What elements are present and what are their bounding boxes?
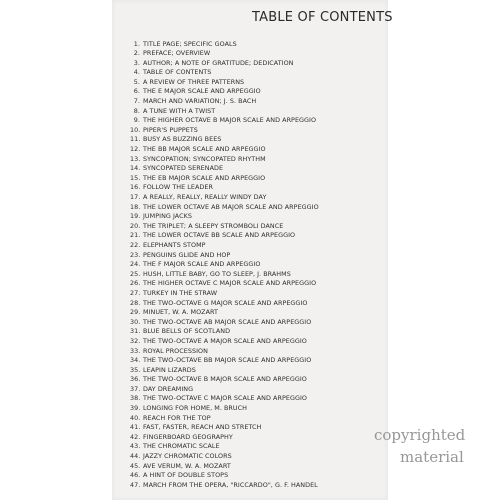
toc-entry-number: 46. [130, 471, 141, 480]
toc-entry-number: 37. [130, 384, 141, 393]
toc-entry-text: HUSH, LITTLE BABY, GO TO SLEEP, J. BRAHMS [143, 269, 291, 278]
toc-entry-text: THE TWO-OCTAVE BB MAJOR SCALE AND ARPEGGIO [143, 356, 312, 365]
copyright-watermark [374, 424, 465, 468]
toc-entry-number: 39. [130, 404, 141, 413]
toc-entry [130, 270, 319, 280]
toc-entry-number: 17. [130, 193, 141, 201]
toc-entry [130, 145, 319, 155]
toc-entry [130, 433, 319, 443]
toc-entry-text: SYNCOPATION; SYNCOPATED RHYTHM [143, 154, 266, 163]
toc-entry-text: DAY DREAMING [143, 384, 194, 393]
toc-entry-number: 23. [130, 250, 141, 259]
toc-entry-text: ELEPHANTS STOMP [143, 240, 206, 249]
document-page [112, 0, 466, 500]
toc-entry-number: 5. [133, 77, 140, 86]
toc-entry [130, 394, 319, 404]
toc-entry [130, 404, 319, 414]
toc-entry-number: 41. [130, 423, 141, 432]
toc-entry [130, 308, 319, 318]
toc-entry [130, 442, 319, 452]
toc-entry-text: THE LOWER OCTAVE BB SCALE AND ARPEGGIO [143, 231, 296, 240]
toc-entry [130, 385, 319, 395]
toc-entry-number: 32. [130, 336, 141, 345]
toc-entry [130, 366, 319, 376]
toc-entry-number: 22. [130, 240, 141, 249]
toc-entry-number: 38. [130, 394, 141, 403]
toc-entry-text: THE HIGHER OCTAVE C MAJOR SCALE AND ARPEGGIO [143, 279, 317, 288]
toc-entry [130, 116, 319, 126]
toc-entry-text: FOLLOW THE LEADER [143, 183, 213, 192]
toc-entry-text: AUTHOR; A NOTE OF GRATITUDE; DEDICATION [143, 58, 294, 67]
toc-entry-text: THE BB MAJOR SCALE AND ARPEGGIO [143, 145, 266, 154]
toc-entry-number: 11. [130, 135, 141, 144]
toc-entry-text: MARCH FROM THE OPERA, "RICCARDO", G. F. HANDEL [143, 480, 318, 489]
toc-entry [130, 414, 319, 424]
toc-entry-number: 13. [130, 154, 141, 163]
toc-entry [130, 231, 319, 241]
toc-entry-number: 10. [130, 125, 141, 134]
toc-entry-number: 27. [130, 288, 141, 297]
toc-entry-number: 36. [130, 375, 141, 384]
toc-entry [130, 299, 319, 309]
toc-entry-number: 35. [130, 365, 141, 374]
toc-entry-number: 25. [130, 269, 141, 278]
toc-entry [130, 222, 319, 232]
toc-entry-text: LONGING FOR HOME, M. BRUCH [143, 404, 248, 413]
toc-entry-text: PENGUINS GLIDE AND HOP [143, 250, 231, 259]
toc-entry-text: THE CHROMATIC SCALE [143, 442, 220, 451]
toc-entry [130, 241, 319, 251]
toc-entry [130, 59, 319, 69]
toc-entry [130, 49, 319, 59]
toc-entry-text: THE TWO-OCTAVE C MAJOR SCALE AND ARPEGGIO [143, 394, 307, 403]
toc-entry [130, 68, 319, 78]
toc-entry-number: 14. [130, 164, 141, 173]
toc-entry-number: 34. [130, 356, 141, 365]
toc-entry [130, 260, 319, 270]
toc-entry-number: 18. [130, 202, 141, 211]
toc-entry [130, 356, 319, 366]
toc-entry-text: THE HIGHER OCTAVE B MAJOR SCALE AND ARPEGGIO [143, 116, 317, 125]
toc-entry-number: 43. [130, 442, 141, 451]
toc-entry-number: 33. [130, 346, 141, 355]
toc-entry-number: 45. [130, 461, 141, 470]
toc-entry-text: THE LOWER OCTAVE AB MAJOR SCALE AND ARPEGGIO [143, 202, 319, 211]
toc-entry-text: JUMPING JACKS [143, 212, 192, 221]
toc-entry [130, 155, 319, 165]
toc-entry-text: THE EB MAJOR SCALE AND ARPEGGIO [143, 173, 266, 182]
toc-entry [130, 327, 319, 337]
toc-entry-text: A REVIEW OF THREE PATTERNS [143, 77, 245, 86]
toc-entry-number: 7. [133, 97, 140, 106]
toc-entry-number: 24. [130, 260, 141, 269]
toc-entry-number: 26. [130, 279, 141, 288]
toc-entry-number: 1. [133, 39, 140, 48]
toc-entry [130, 40, 319, 50]
toc-entry [130, 174, 319, 184]
toc-entry-number: 19. [130, 212, 141, 221]
toc-entry-text: THE TWO-OCTAVE A MAJOR SCALE AND ARPEGGIO [143, 336, 307, 345]
toc-entry-number: 6. [133, 87, 140, 96]
toc-entry [130, 279, 319, 289]
toc-entry-number: 16. [130, 183, 141, 192]
toc-entry-number: 12. [130, 145, 141, 154]
toc-entry-text: A REALLY, REALLY, REALLY WINDY DAY [143, 193, 267, 201]
toc-entry-number: 31. [130, 327, 141, 336]
toc-entry [130, 481, 319, 491]
toc-entry-text: MINUET, W. A. MOZART [143, 308, 219, 317]
toc-entry-text: LEAPIN LIZARDS [143, 365, 196, 374]
toc-entry-number: 8. [133, 106, 140, 115]
toc-entry-text: JAZZY CHROMATIC COLORS [143, 452, 232, 461]
toc-entry-text: TABLE OF CONTENTS [143, 68, 212, 77]
toc-entry-text: FAST, FASTER, REACH AND STRETCH [143, 423, 262, 432]
toc-entry-text: AVE VERUM, W. A. MOZART [143, 461, 231, 470]
toc-entry [130, 462, 319, 472]
toc-entry [130, 193, 319, 203]
toc-entry-text: THE TWO-OCTAVE B MAJOR SCALE AND ARPEGGIO [143, 375, 307, 384]
toc-entry-text: THE E MAJOR SCALE AND ARPEGGIO [143, 87, 261, 96]
watermark-line-2: material [400, 448, 464, 466]
toc-entry [130, 203, 319, 213]
toc-entry-text: A HINT OF DOUBLE STOPS [143, 471, 229, 480]
toc-entry-number: 2. [133, 49, 140, 58]
toc-entry [130, 318, 319, 328]
toc-entry-text: A TUNE WITH A TWIST [143, 106, 216, 115]
toc-entry [130, 251, 319, 261]
toc-entry [130, 423, 319, 433]
toc-entry [130, 289, 319, 299]
toc-entry-number: 28. [130, 298, 141, 307]
toc-entry-number: 3. [133, 58, 140, 67]
toc-entry-number: 40. [130, 413, 141, 422]
toc-entry-number: 44. [130, 452, 141, 461]
toc-entry-text: TITLE PAGE; SPECIFIC GOALS [143, 39, 237, 48]
toc-entry-number: 9. [133, 116, 140, 125]
toc-entry [130, 452, 319, 462]
toc-entry-text: THE TWO-OCTAVE AB MAJOR SCALE AND ARPEGGIO [143, 317, 312, 326]
toc-entry-text: REACH FOR THE TOP [143, 413, 211, 422]
toc-entry-text: THE F MAJOR SCALE AND ARPEGGIO [143, 260, 261, 269]
toc-entry-text: FINGERBOARD GEOGRAPHY [143, 432, 233, 441]
toc-entry [130, 135, 319, 145]
toc-entry-number: 15. [130, 173, 141, 182]
toc-entry-number: 47. [130, 480, 141, 489]
toc-entry-number: 42. [130, 432, 141, 441]
page-title: TABLE OF CONTENTS [252, 10, 393, 25]
toc-entry-text: ROYAL PROCESSION [143, 346, 208, 355]
toc-entry-text: MARCH AND VARIATION; J. S. BACH [143, 97, 257, 106]
toc-entry [130, 87, 319, 97]
watermark-line-1: copyrighted [374, 426, 466, 444]
toc-entry-text: BUSY AS BUZZING BEES [143, 135, 222, 144]
toc-entry [130, 375, 319, 385]
toc-entry [130, 164, 319, 174]
toc-entry-text: BLUE BELLS OF SCOTLAND [143, 327, 231, 336]
toc-entry-text: SYNCOPATED SERENADE [143, 164, 224, 173]
toc-entry [130, 78, 319, 88]
toc-entry [130, 183, 319, 193]
toc-entry [130, 97, 319, 107]
toc-entry [130, 107, 319, 117]
toc-entry-text: TURKEY IN THE STRAW [143, 288, 218, 297]
toc-entry-text: THE TWO-OCTAVE G MAJOR SCALE AND ARPEGGIO [143, 298, 308, 307]
toc-entry [130, 471, 319, 481]
toc-entry [130, 212, 319, 222]
toc-entry-text: PIPER'S PUPPETS [143, 125, 198, 134]
toc-entry-text: THE TRIPLET; A SLEEPY STROMBOLI DANCE [143, 221, 284, 230]
toc-entry-number: 30. [130, 317, 141, 326]
toc-entry-number: 29. [130, 308, 141, 317]
toc-entry [130, 126, 319, 136]
toc-entry [130, 347, 319, 357]
table-of-contents-list [130, 40, 319, 491]
toc-entry-text: PREFACE; OVERVIEW [143, 49, 211, 58]
toc-entry-number: 21. [130, 231, 141, 240]
toc-entry-number: 4. [133, 68, 140, 77]
toc-entry [130, 337, 319, 347]
toc-entry-number: 20. [130, 221, 141, 230]
